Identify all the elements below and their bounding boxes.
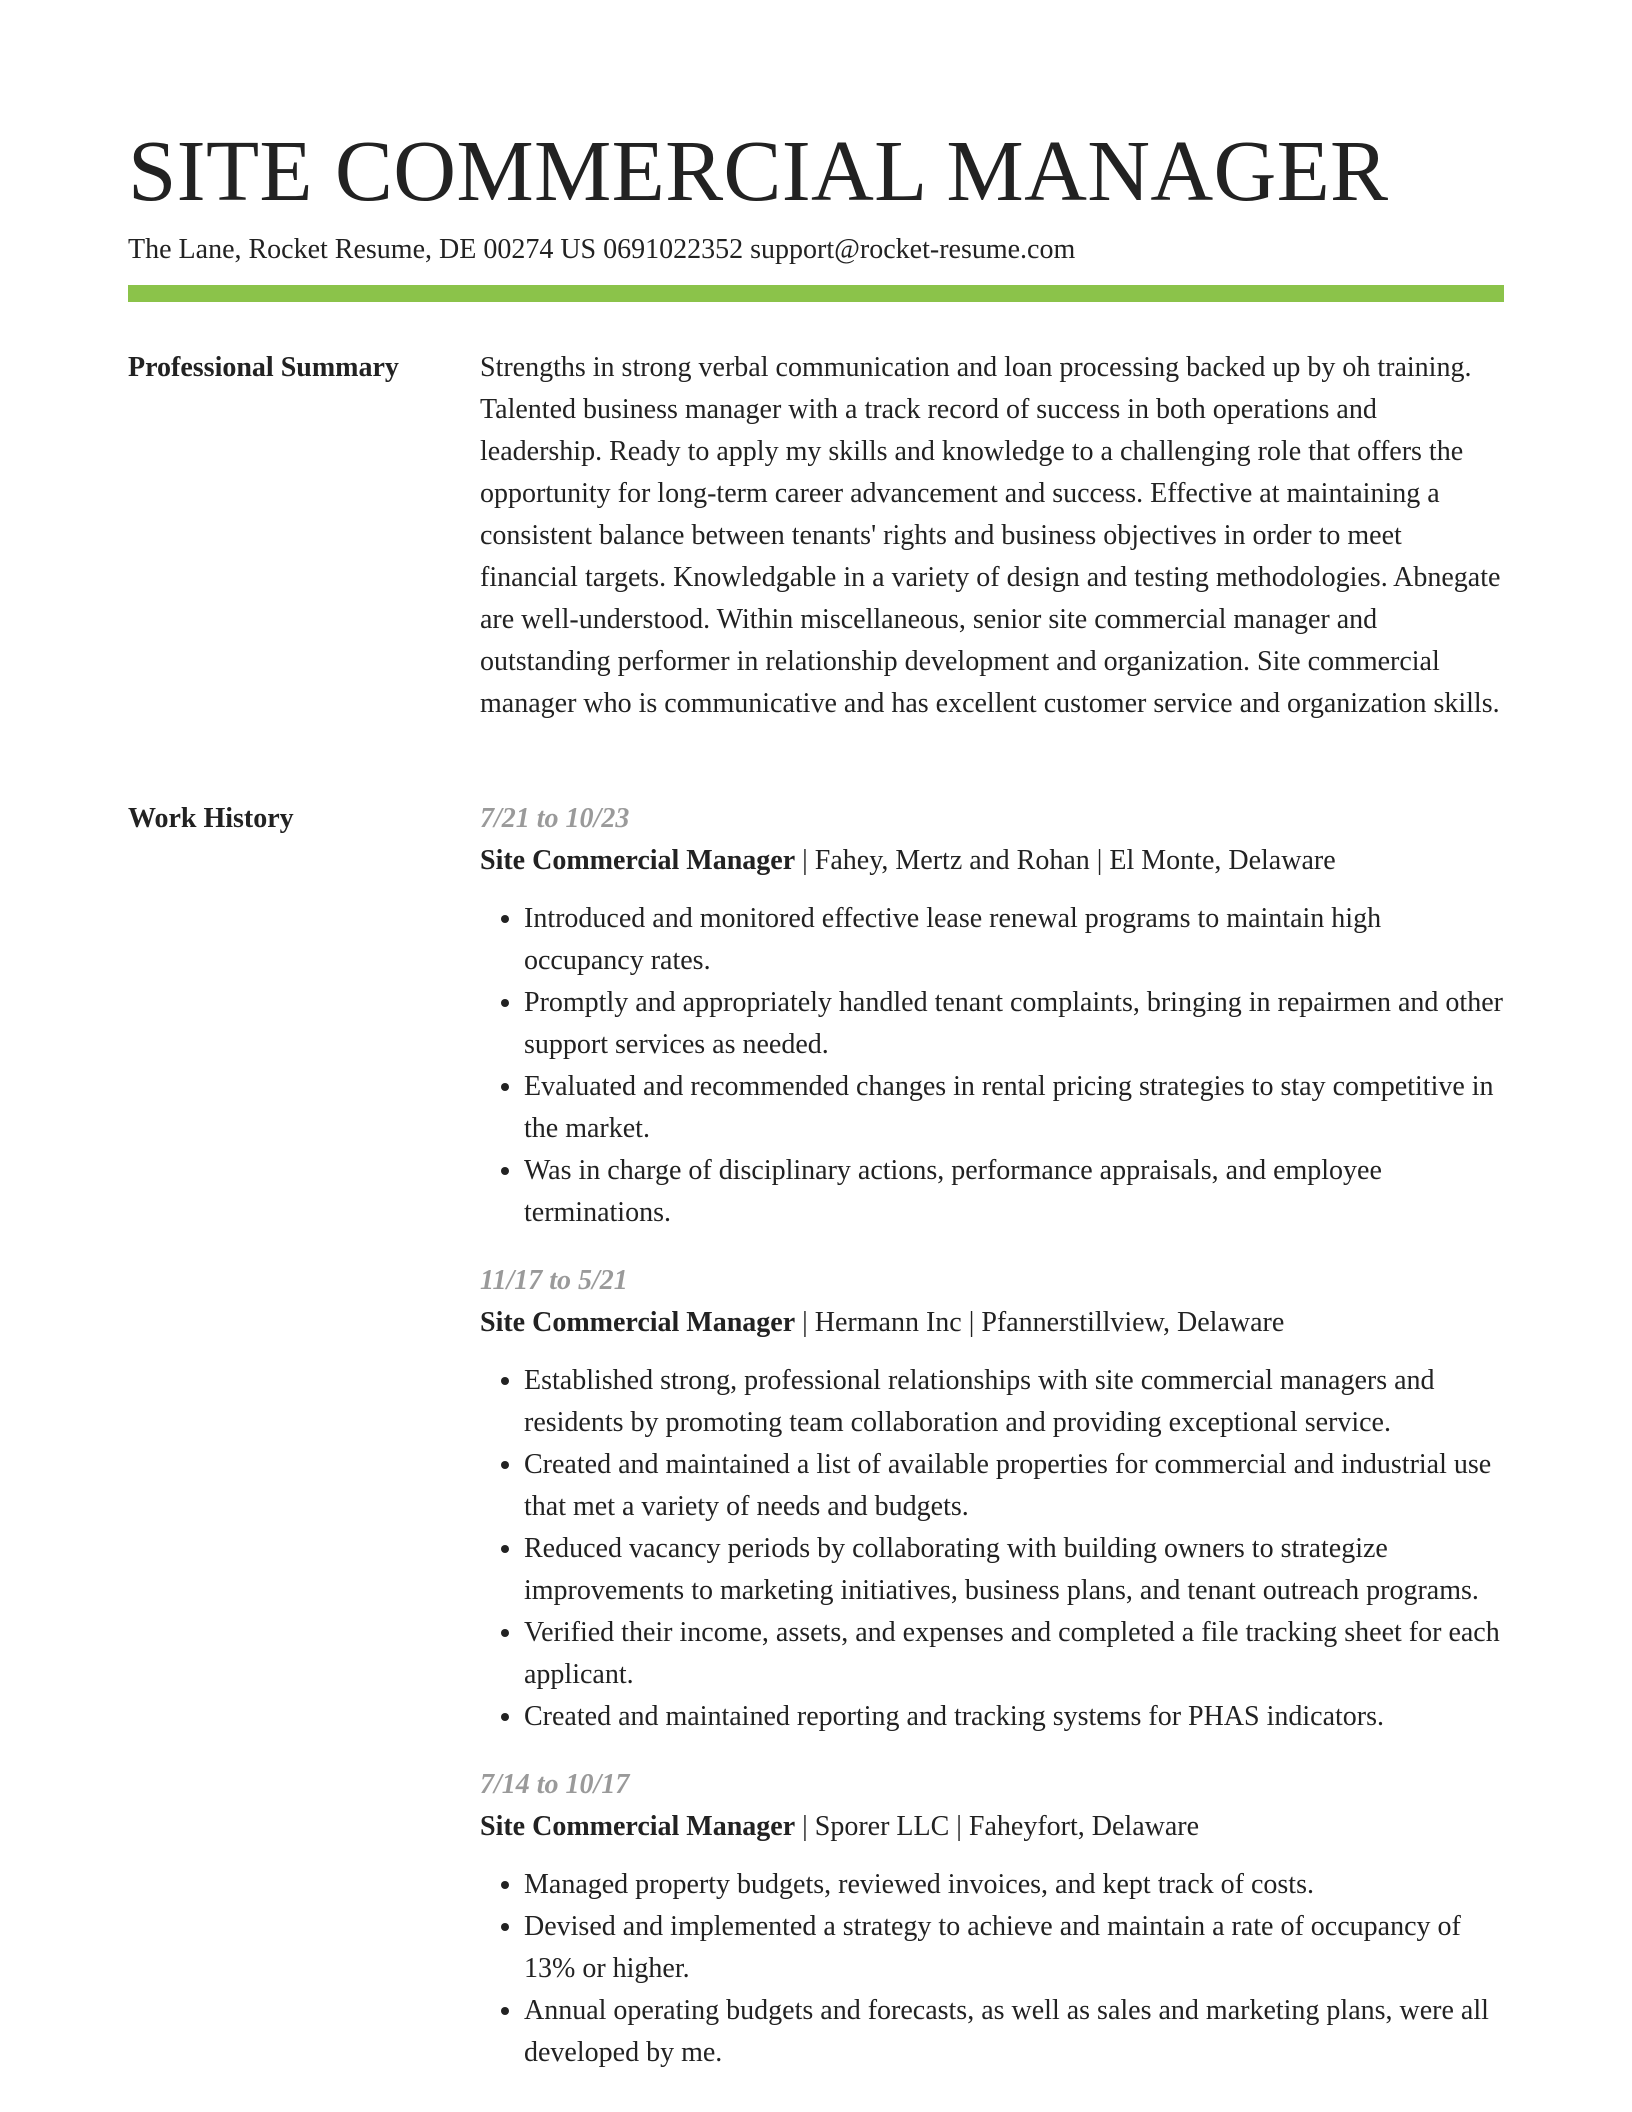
job-heading xyxy=(480,840,1504,882)
summary-text: Strengths in strong verbal communication and loan processing backed up by oh training. Talented business manager with a track record of success in both operations and leadership. Ready to apply my skills and knowledge to a challenging role that offers the opportunity for long-term career advancement and success. Effective at maintaining a consistent balance between tenants' rights and business objectives in order to meet financial targets. Knowledgable in a variety of design and testing methodologies. Abnegate are well-understood. Within miscellaneous, senior site commercial manager and outstanding performer in relationship development and organization. Site commercial manager who is communicative and has excellent customer service and organization skills. xyxy=(480,352,1501,719)
job-heading xyxy=(480,1302,1504,1344)
work-history-body xyxy=(480,798,1504,2100)
job-bullet: • Verified their income, assets, and expenses and completed a file tracking sheet for each applicant. xyxy=(524,1612,1504,1696)
job-bullets xyxy=(480,898,1504,1234)
job-entry xyxy=(480,1764,1504,2074)
header-divider xyxy=(128,285,1504,302)
summary-heading: Professional Summary xyxy=(128,352,399,383)
job-dates: 11/17 to 5/21 xyxy=(480,1265,628,1296)
job-details: | Hermann Inc | Pfannerstillview, Delaware xyxy=(795,1307,1285,1338)
job-details: | Fahey, Mertz and Rohan | El Monte, Delaware xyxy=(795,845,1336,876)
job-bullets xyxy=(480,1360,1504,1738)
job-bullet: • Introduced and monitored effective lease renewal programs to maintain high occupancy rates. xyxy=(524,898,1504,982)
work-history-heading: Work History xyxy=(128,803,294,834)
job-entry xyxy=(480,798,1504,1234)
job-bullet: • Devised and implemented a strategy to achieve and maintain a rate of occupancy of 13% or higher. xyxy=(524,1906,1504,1990)
job-bullet: • Reduced vacancy periods by collaborating with building owners to strategize improvements to marketing initiatives, business plans, and tenant outreach programs. xyxy=(524,1528,1504,1612)
job-heading xyxy=(480,1806,1504,1848)
job-bullet: • Promptly and appropriately handled tenant complaints, bringing in repairmen and other support services as needed. xyxy=(524,982,1504,1066)
job-details: | Sporer LLC | Faheyfort, Delaware xyxy=(795,1811,1200,1842)
page-title: SITE COMMERCIAL MANAGER xyxy=(128,122,1389,219)
job-bullet: • Managed property budgets, reviewed invoices, and kept track of costs. xyxy=(524,1864,1504,1906)
job-title: Site Commercial Manager xyxy=(480,845,796,876)
contact-info: The Lane, Rocket Resume, DE 00274 US 0691022352 support@rocket-resume.com xyxy=(128,234,1076,265)
job-bullet: • Created and maintained reporting and tracking systems for PHAS indicators. xyxy=(524,1696,1504,1738)
job-bullet: • Established strong, professional relationships with site commercial managers and residents by promoting team collaboration and providing exceptional service. xyxy=(524,1360,1504,1444)
job-title: Site Commercial Manager xyxy=(480,1811,796,1842)
job-bullet: • Annual operating budgets and forecasts, as well as sales and marketing plans, were all developed by me. xyxy=(524,1990,1504,2074)
job-title: Site Commercial Manager xyxy=(480,1307,796,1338)
job-bullet: • Evaluated and recommended changes in rental pricing strategies to stay competitive in the market. xyxy=(524,1066,1504,1150)
job-dates: 7/14 to 10/17 xyxy=(480,1769,630,1800)
summary-body xyxy=(480,347,1504,725)
job-dates: 7/21 to 10/23 xyxy=(480,803,630,834)
job-bullet: • Was in charge of disciplinary actions, performance appraisals, and employee terminations. xyxy=(524,1150,1504,1234)
job-bullets xyxy=(480,1864,1504,2074)
job-entry xyxy=(480,1260,1504,1738)
job-bullet: • Created and maintained a list of available properties for commercial and industrial use that met a variety of needs and budgets. xyxy=(524,1444,1504,1528)
